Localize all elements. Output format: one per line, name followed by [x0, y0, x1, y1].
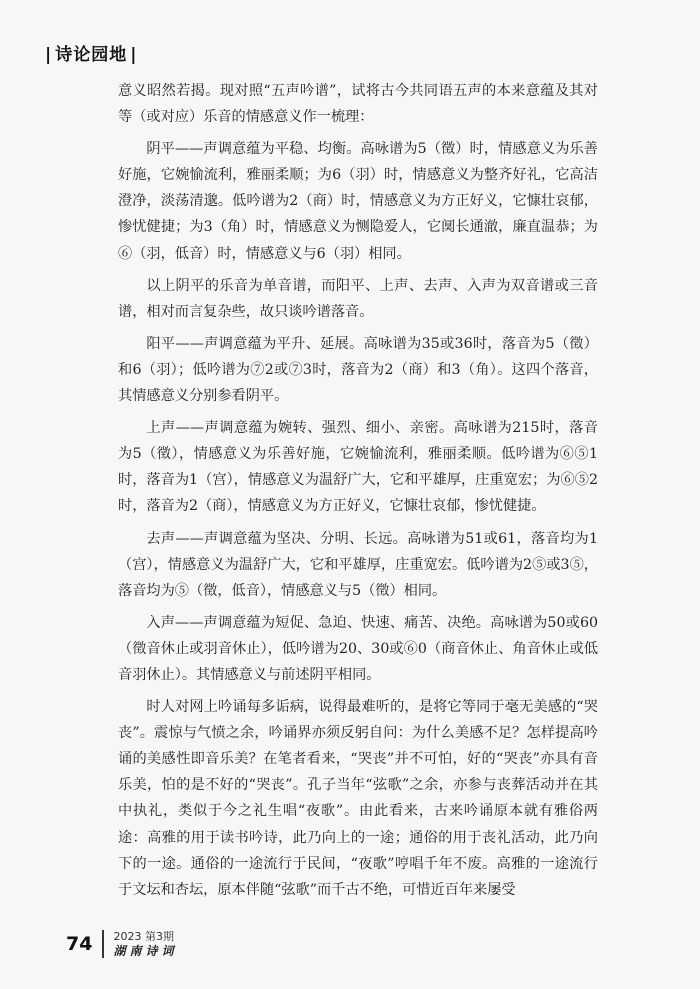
article-body	[118, 78, 598, 909]
paragraph: 以上阴平的乐音为单音谱，而阳平、上声、去声、入声为双音谱或三音谱，相对而言复杂些，故只谈吟谱落音。	[118, 277, 598, 320]
header-bar-right: |	[130, 45, 138, 65]
header-bar-left: |	[45, 45, 53, 65]
page-number: 74	[66, 933, 93, 955]
paragraph: 阴平——声调意蕴为平稳、均衡。高咏谱为5（徵）时，情感意义为乐善好施，它婉愉流利，雅丽柔顺；为6（羽）时，情感意义为整齐好礼，它高洁澄净，淡荡清邈。低吟谱为2（商）时，情感意义为方正好义，它慷壮哀郁，惨忧健捷；为3（角）时，情感意义为恻隐爱人，它阒长通澈，廉直温恭；为⑥（羽，低音）时，情感意义与6（羽）相同。	[118, 141, 598, 262]
footer-divider	[102, 930, 104, 958]
paragraph: 意义昭然若揭。现对照“五声吟谱”，试将古今共同语五声的本来意蕴及其对等（或对应）乐音的情感意义作一梳理：	[118, 83, 598, 126]
paragraph: 时人对网上吟诵每多诟病，说得最难听的，是将它等同于毫无美感的“哭丧”。震惊与气愤之余，吟诵界亦须反躬自问：为什么美感不足？怎样提高吟诵的美感性即音乐美？在笔者看来，“哭丧”并不可怕，好的“哭丧”亦具有音乐美，怕的是不好的“哭丧”。孔子当年“弦歌”之余，亦参与丧葬活动并在其中执礼，类似于今之礼生唱“夜歌”。由此看来，古来吟诵原本就有雅俗两途：高雅的用于读书吟诗，此乃向上的一途；通俗的用于丧礼活动，此乃向下的一途。通俗的一途流行于民间，“夜歌”哼唱千年不废。高雅的一途流行于文坛和杏坛，原本伴随“弦歌”而千古不绝，可惜近百年来屡受	[118, 699, 598, 898]
footer-text	[113, 930, 177, 958]
page-footer	[66, 930, 177, 958]
paragraph: 阳平——声调意蕴为平升、延展。高咏谱为35或36时，落音为5（徵）和6（羽）；低吟谱为⑦2或⑦3时，落音为2（商）和3（角）。这四个落音，其情感意义分别参看阴平。	[118, 335, 598, 405]
paragraph: 去声——声调意蕴为坚决、分明、长远。高咏谱为51或61，落音均为1（宫），情感意义为温舒广大，它和平雄厚，庄重宽宏。低吟谱为2⑤或3⑤，落音均为⑤（徵，低音），情感意义与5（徵）相同。	[118, 530, 598, 599]
section-title: 诗论园地	[55, 45, 128, 65]
issue-label: 2023 第3期	[113, 930, 174, 943]
paragraph: 上声——声调意蕴为婉转、强烈、细小、亲密。高咏谱为215时，落音为5（徵），情感意义为乐善好施，它婉愉流利，雅丽柔顺。低吟谱为⑥⑤1时，落音为1（宫），情感意义为温舒广大，它和平雄厚，庄重宽宏；为⑥⑤2时，落音为2（商），情感意义为方正好义，它慷壮哀郁，惨忧健捷。	[118, 420, 598, 515]
section-header	[42, 40, 140, 65]
journal-name: 湖南诗词	[113, 944, 178, 958]
paragraph: 入声——声调意蕴为短促、急迫、快速、痛苦、决绝。高咏谱为50或60（徵音休止或羽音休止），低吟谱为20、30或⑥0（商音休止、角音休止或低音羽休止）。其情感意义与前述阴平相同。	[118, 614, 598, 683]
